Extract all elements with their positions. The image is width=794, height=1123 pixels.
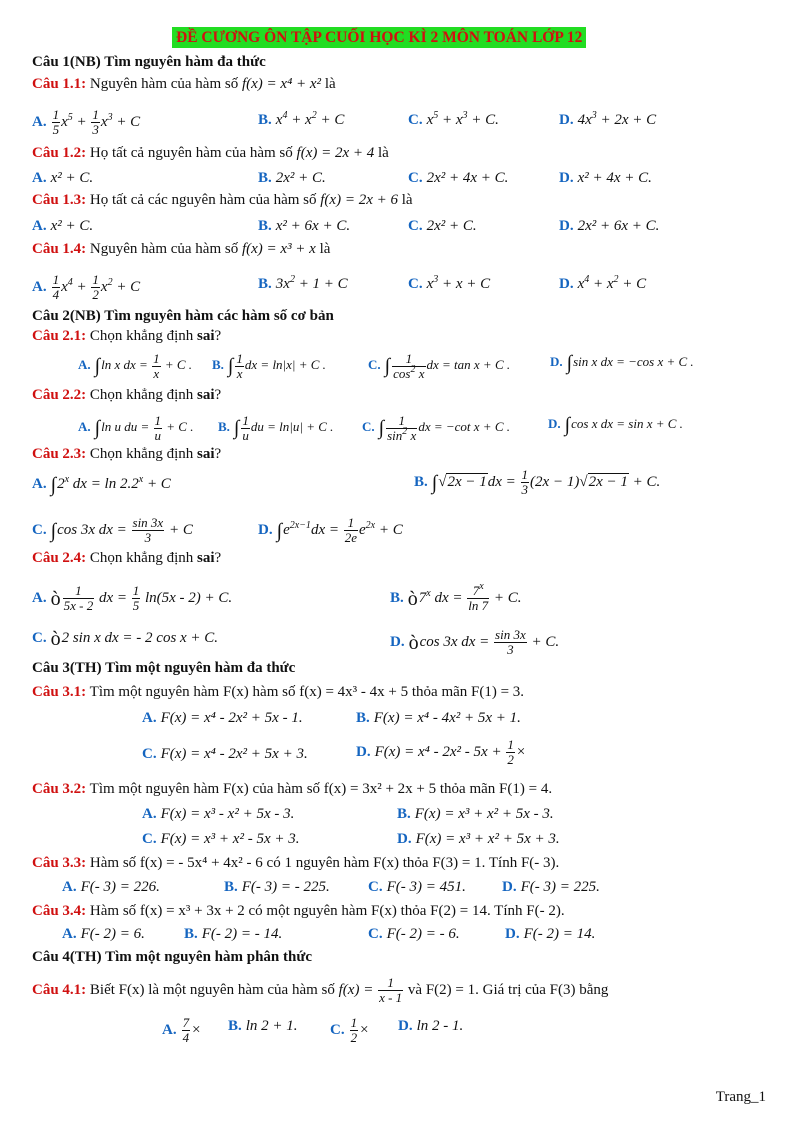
option-b[interactable]: B. ò7$^x$ dx = $\frac{7^x}{\ln 7}$ + C. <box>390 581 522 613</box>
question-1-3: Câu 1.3: Họ tất cả các nguyên hàm của hàm số f(x) = 2x + 6 là <box>32 192 413 208</box>
option-c[interactable]: C. $x^5 + x^3 + C$. <box>408 110 499 128</box>
option-a[interactable]: A. ò $\frac{1}{5x - 2}$ dx = $\frac{1}{5}$ ln(5x - 2) + C. <box>32 583 233 613</box>
option-c[interactable]: C. 2x² + 4x + C. <box>408 170 509 186</box>
option-a[interactable]: A. ∫ln x dx = $\frac{1}{x}$ + C . <box>78 351 193 381</box>
option-a[interactable]: A. ∫2$^x$ dx = $\ln 2.2^x + C$ <box>32 474 171 496</box>
option-d[interactable]: D. F(- 2) = 14. <box>505 926 596 942</box>
question-3-3: Câu 3.3: Hàm số f(x) = - 5x⁴ + 4x² - 6 có 1 nguyên hàm F(x) thỏa F(3) = 1. Tính F(- 3). <box>32 855 560 871</box>
question-tail: là <box>324 76 336 92</box>
option-b[interactable]: B. F(- 3) = - 225. <box>224 879 330 895</box>
option-a[interactable]: A. $\frac{7}{4}$ × <box>162 1015 202 1045</box>
option-b[interactable]: B. ∫√2x − 1dx = $\frac{1}{3}$ (2x − 1)√2x − 1 + C. <box>414 467 661 497</box>
option-b[interactable]: B. $x^4 + x^2 + C$ <box>258 110 345 128</box>
option-c[interactable]: C. $\frac{1}{2}$ × <box>330 1015 370 1045</box>
option-d[interactable]: D. ln 2 - 1. <box>398 1018 464 1034</box>
section-1-heading: Câu 1(NB) Tìm nguyên hàm đa thức <box>32 54 266 70</box>
option-d[interactable]: D. ∫cos x dx = sin x + C . <box>548 414 683 436</box>
option-a[interactable]: A. F(x) = x⁴ - 2x² + 5x - 1. <box>142 710 303 726</box>
question-2-4: Câu 2.4: Chọn khẳng định sai? <box>32 550 222 566</box>
question-4-1: Câu 4.1: Biết F(x) là một nguyên hàm của hàm số f(x) = $\frac{1}{x - 1}$ và F(2) = 1. Giá trị của F(3) bằng <box>32 975 609 1005</box>
option-d[interactable]: D. 2x² + 6x + C. <box>559 218 660 234</box>
question-1-1 <box>32 74 336 94</box>
option-c[interactable]: C. F(x) = x³ + x² - 5x + 3. <box>142 831 300 847</box>
option-d[interactable]: D. $x^4 + x^2 + C$ <box>559 274 647 292</box>
option-b[interactable]: B. ∫ $\frac{1}{x}$ dx = ln|x| + C . <box>212 351 326 381</box>
option-d[interactable]: D. $\int e^{2x-1}dx$ = $\frac{1}{2e}$ $e^{2x} + C$ <box>258 515 403 545</box>
option-c[interactable]: C. F(- 3) = 451. <box>368 879 466 895</box>
option-a[interactable]: A. F(- 3) = 226. <box>62 879 160 895</box>
option-b[interactable]: B. x² + 6x + C. <box>258 218 351 234</box>
option-b[interactable]: B. $3x^2 + 1 + C$ <box>258 274 348 292</box>
question-2-2: Câu 2.2: Chọn khẳng định sai? <box>32 387 222 403</box>
option-a[interactable]: A. F(- 2) = 6. <box>62 926 145 942</box>
question-text: Nguyên hàm của hàm số <box>89 76 239 92</box>
option-d[interactable]: D. F(- 3) = 225. <box>502 879 600 895</box>
option-c[interactable]: C. ∫ $\frac{1}{\cos^2 x}$ dx = tan x + C . <box>368 351 511 381</box>
option-a[interactable]: A. F(x) = x³ - x² + 5x - 3. <box>142 806 295 822</box>
page-title: ĐỀ CƯƠNG ÔN TẬP CUỐI HỌC KÌ 2 MÔN TOÁN LỚP 12 <box>172 27 586 48</box>
question-2-1: Câu 2.1: Chọn khẳng định sai? <box>32 328 222 344</box>
question-3-2: Câu 3.2: Tìm một nguyên hàm F(x) của hàm số f(x) = 3x² + 2x + 5 thỏa mãn F(1) = 4. <box>32 781 553 797</box>
option-a[interactable]: A. $\frac{1}{5}$ $x^5$ + $\frac{1}{3}$ $x^3 + C$ <box>32 107 141 137</box>
option-d[interactable]: D. $4x^3 + 2x + C$ <box>559 110 657 128</box>
option-a[interactable]: A. x² + C. <box>32 218 94 234</box>
option-d[interactable]: D. F(x) = x³ + x² + 5x + 3. <box>397 831 560 847</box>
option-c[interactable]: C. $x^3 + x + C$ <box>408 274 491 292</box>
option-b[interactable]: B. ∫ $\frac{1}{u}$ du = ln|u| + C . <box>218 413 334 443</box>
option-b[interactable]: B. F(- 2) = - 14. <box>184 926 283 942</box>
option-d[interactable]: D. x² + 4x + C. <box>559 170 652 186</box>
function-expression: f(x) = x⁴ + x² <box>241 76 322 92</box>
question-2-3: Câu 2.3: Chọn khẳng định sai? <box>32 446 222 462</box>
section-3-heading: Câu 3(TH) Tìm một nguyên hàm đa thức <box>32 660 296 676</box>
option-d[interactable]: D. ∫sin x dx = −cos x + C . <box>550 352 694 374</box>
question-1-2: Câu 1.2: Họ tất cả nguyên hàm của hàm số f(x) = 2x + 4 là <box>32 145 389 161</box>
option-d[interactable]: D. F(x) = x⁴ - 2x² - 5x + $\frac{1}{2}$ × <box>356 737 526 767</box>
option-a[interactable]: A. x² + C. <box>32 170 94 186</box>
option-d[interactable]: D. òcos 3x dx = $\frac{\sin 3x}{3}$ + C. <box>390 627 560 657</box>
question-3-4: Câu 3.4: Hàm số f(x) = x³ + 3x + 2 có một nguyên hàm F(x) thỏa F(2) = 14. Tính F(- 2). <box>32 903 565 919</box>
question-id: Câu 1.1: <box>32 76 87 92</box>
option-b[interactable]: B. 2x² + C. <box>258 170 326 186</box>
option-c[interactable]: C. F(- 2) = - 6. <box>368 926 460 942</box>
option-c[interactable]: C. ∫cos 3x dx = $\frac{\sin 3x}{3}$ + C <box>32 515 193 545</box>
option-a[interactable]: A. ∫ln u du = $\frac{1}{u}$ + C . <box>78 413 194 443</box>
option-c[interactable]: C. F(x) = x⁴ - 2x² + 5x + 3. <box>142 746 308 762</box>
option-b[interactable]: B. F(x) = x⁴ - 4x² + 5x + 1. <box>356 710 521 726</box>
page-number: Trang_1 <box>715 1089 766 1105</box>
section-2-heading: Câu 2(NB) Tìm nguyên hàm các hàm số cơ bản <box>32 308 334 324</box>
question-1-4: Câu 1.4: Nguyên hàm của hàm số f(x) = x³ + x là <box>32 241 331 257</box>
option-a[interactable]: A. $\frac{1}{4}$ $x^4$ + $\frac{1}{2}$ $x^2 + C$ <box>32 272 141 302</box>
question-3-1: Câu 3.1: Tìm một nguyên hàm F(x) hàm số f(x) = 4x³ - 4x + 5 thỏa mãn F(1) = 3. <box>32 684 525 700</box>
option-b[interactable]: B. ln 2 + 1. <box>228 1018 298 1034</box>
option-c[interactable]: C. ∫ $\frac{1}{\sin^2 x}$ dx = −cot x + C . <box>362 413 510 443</box>
section-4-heading: Câu 4(TH) Tìm một nguyên hàm phân thức <box>32 949 313 965</box>
option-c[interactable]: C. ò2 sin x dx = - 2 cos x + C. <box>32 628 219 650</box>
option-b[interactable]: B. F(x) = x³ + x² + 5x - 3. <box>397 806 554 822</box>
option-c[interactable]: C. 2x² + C. <box>408 218 477 234</box>
